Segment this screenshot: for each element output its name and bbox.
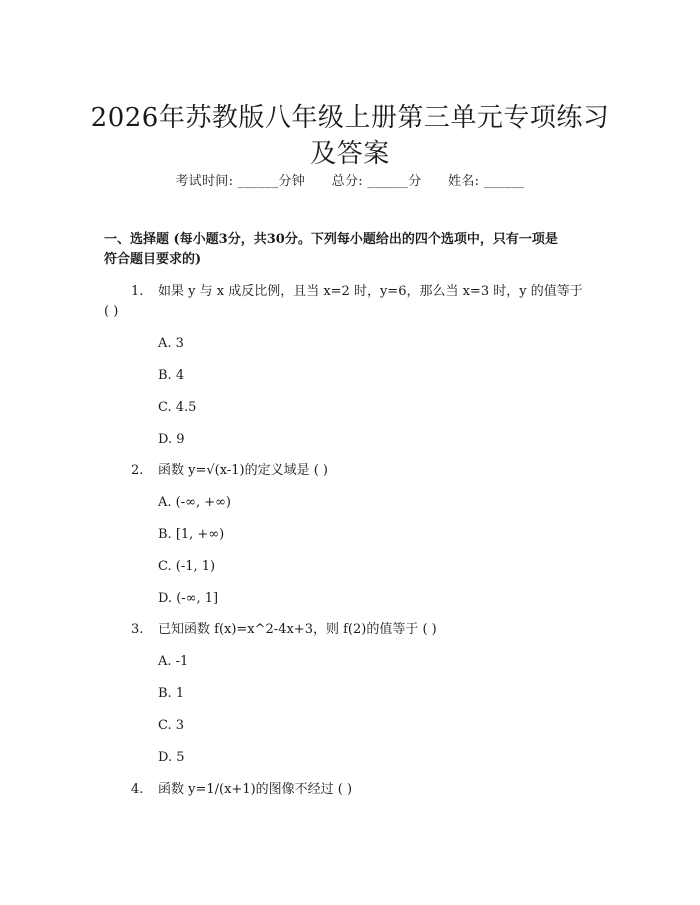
section-heading-continued: 符合题目要求的) [104,252,202,267]
option-b: B. [1, +∞) [158,527,225,542]
option-d: D. (-∞, 1] [158,591,219,606]
option-b: B. 1 [158,686,185,701]
question-number: 3. [131,622,144,637]
page-title: 2026年苏教版八年级上册第三单元专项练习 [90,103,610,134]
option-c: C. (-1, 1) [158,559,216,574]
question-text: 已知函数 f(x)=x^2-4x+3，则 f(2)的值等于 ( ) [158,622,437,637]
page-title-continued: 及答案 [310,139,390,170]
option-c: C. 3 [158,718,185,733]
option-a: A. -1 [158,654,189,669]
question-number: 1. [131,284,144,299]
question-number: 4. [131,782,144,797]
option-b: B. 4 [158,368,185,383]
question-number: 2. [131,463,144,478]
option-a: A. 3 [158,336,184,351]
option-a: A. (-∞, +∞) [158,495,232,510]
exam-info-line: 考试时间: ______分钟 总分: ______分 姓名: ______ [175,174,525,189]
question-text-continued: ( ) [104,304,119,319]
option-d: D. 5 [158,750,185,765]
option-c: C. 4.5 [158,400,197,415]
section-heading: 一、选择题 (每小题3分，共30分。下列每小题给出的四个选项中，只有一项是 [104,232,558,247]
question-text: 如果 y 与 x 成反比例，且当 x=2 时，y=6，那么当 x=3 时，y 的值等于 [158,284,583,299]
question-text: 函数 y=√(x-1)的定义域是 ( ) [158,463,328,478]
option-d: D. 9 [158,432,185,447]
question-text: 函数 y=1/(x+1)的图像不经过 ( ) [158,782,353,797]
